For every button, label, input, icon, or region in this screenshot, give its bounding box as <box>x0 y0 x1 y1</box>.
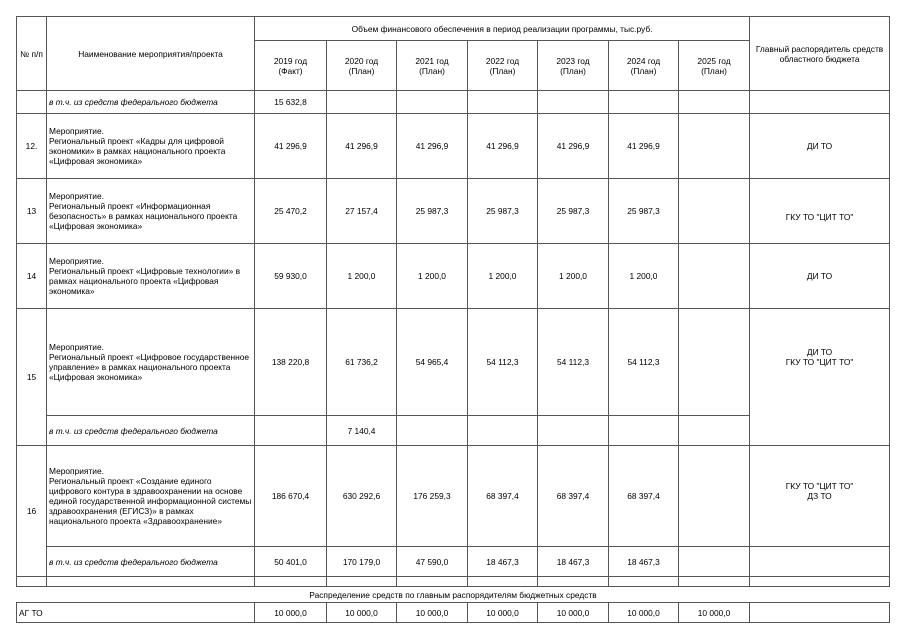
cell-empty <box>17 91 47 114</box>
value-cell <box>327 91 397 114</box>
value-cell: 41 296,9 <box>255 114 327 179</box>
fed-label: в т.ч. из средств федерального бюджета <box>47 91 255 114</box>
manager-cell: ДИ ТО ГКУ ТО "ЦИТ ТО" <box>750 309 890 446</box>
row-number: 12. <box>17 114 47 179</box>
value-cell: 41 296,9 <box>538 114 609 179</box>
row-name: Мероприятие. Региональный проект «Цифровое государственное управление» в рамках национального проекта «Цифровая экономика» <box>47 309 255 416</box>
manager-cell: ГКУ ТО "ЦИТ ТО" <box>750 179 890 244</box>
value-cell: 186 670,4 <box>255 446 327 547</box>
value-cell <box>679 179 750 244</box>
value-cell: 54 112,3 <box>468 309 538 416</box>
table-row-agto <box>17 603 890 623</box>
fed-label: в т.ч. из средств федерального бюджета <box>47 416 255 446</box>
header-year: 2023 год (План) <box>538 41 609 91</box>
header-num: № п/п <box>17 17 47 91</box>
value-cell: 61 736,2 <box>327 309 397 416</box>
header-year: 2024 год (План) <box>609 41 679 91</box>
value-cell <box>397 416 468 446</box>
value-cell: 138 220,8 <box>255 309 327 416</box>
value-cell: 68 397,4 <box>538 446 609 547</box>
row-number: 15 <box>17 309 47 446</box>
agto-label: АГ ТО <box>17 603 255 623</box>
row-name: Мероприятие. Региональный проект «Создание единого цифрового контура в здравоохранении на основе единой государственной информационной системы здравоохранения (ЕГИСЗ)» в рамках национального проекта «Здравоохранение» <box>47 446 255 547</box>
value-cell: 41 296,9 <box>468 114 538 179</box>
value-cell: 27 157,4 <box>327 179 397 244</box>
value-cell: 10 000,0 <box>397 603 468 623</box>
value-cell: 59 930,0 <box>255 244 327 309</box>
row-name: Мероприятие. Региональный проект «Кадры для цифровой экономики» в рамках национального проекта «Цифровая экономика» <box>47 114 255 179</box>
value-cell: 10 000,0 <box>327 603 397 623</box>
header-year: 2019 год (Факт) <box>255 41 327 91</box>
value-cell: 68 397,4 <box>609 446 679 547</box>
budget-table <box>16 16 890 623</box>
manager-cell <box>750 91 890 114</box>
value-cell: 41 296,9 <box>609 114 679 179</box>
fed-label: в т.ч. из средств федерального бюджета <box>47 547 255 577</box>
value-cell: 47 590,0 <box>397 547 468 577</box>
header-finance: Объем финансового обеспечения в период реализации программы, тыс.руб. <box>255 17 750 41</box>
value-cell: 41 296,9 <box>397 114 468 179</box>
value-cell: 1 200,0 <box>538 244 609 309</box>
value-cell <box>679 114 750 179</box>
row-number: 14 <box>17 244 47 309</box>
value-cell: 1 200,0 <box>468 244 538 309</box>
table-row-empty <box>17 577 890 587</box>
distribution-title-row <box>17 587 890 603</box>
value-cell: 18 467,3 <box>468 547 538 577</box>
distribution-title: Распределение средств по главным распорядителям бюджетных средств <box>17 587 890 603</box>
value-cell: 25 987,3 <box>538 179 609 244</box>
value-cell: 10 000,0 <box>468 603 538 623</box>
value-cell: 1 200,0 <box>609 244 679 309</box>
manager-cell: ДИ ТО <box>750 114 890 179</box>
row-number: 13 <box>17 179 47 244</box>
value-cell: 68 397,4 <box>468 446 538 547</box>
value-cell <box>255 416 327 446</box>
value-cell: 10 000,0 <box>609 603 679 623</box>
value-cell: 41 296,9 <box>327 114 397 179</box>
value-cell <box>468 416 538 446</box>
value-cell: 54 112,3 <box>609 309 679 416</box>
value-cell: 25 987,3 <box>397 179 468 244</box>
value-cell: 50 401,0 <box>255 547 327 577</box>
value-cell: 54 112,3 <box>538 309 609 416</box>
value-cell <box>679 244 750 309</box>
value-cell: 10 000,0 <box>538 603 609 623</box>
table-row-16-fed <box>17 547 890 577</box>
value-cell <box>679 446 750 547</box>
value-cell: 7 140,4 <box>327 416 397 446</box>
header-name: Наименование мероприятия/проекта <box>47 17 255 91</box>
manager-cell <box>750 603 890 623</box>
table-row-13 <box>17 179 890 244</box>
value-cell: 15 632,8 <box>255 91 327 114</box>
value-cell: 1 200,0 <box>397 244 468 309</box>
value-cell <box>679 416 750 446</box>
value-cell: 630 292,6 <box>327 446 397 547</box>
manager-cell <box>750 547 890 577</box>
value-cell: 10 000,0 <box>679 603 750 623</box>
value-cell <box>609 91 679 114</box>
header-year: 2025 год (План) <box>679 41 750 91</box>
table-row-14 <box>17 244 890 309</box>
value-cell <box>468 91 538 114</box>
value-cell: 25 987,3 <box>468 179 538 244</box>
value-cell <box>538 91 609 114</box>
value-cell <box>538 416 609 446</box>
value-cell: 25 987,3 <box>609 179 679 244</box>
value-cell: 54 965,4 <box>397 309 468 416</box>
value-cell <box>609 416 679 446</box>
row-number: 16 <box>17 446 47 577</box>
row-name: Мероприятие. Региональный проект «Цифровые технологии» в рамках национального проекта «Цифровая экономика» <box>47 244 255 309</box>
manager-cell: ДИ ТО <box>750 244 890 309</box>
header-manager: Главный распорядитель средств областного бюджета <box>750 17 890 91</box>
table-row-15 <box>17 309 890 416</box>
table-row-16 <box>17 446 890 547</box>
value-cell: 18 467,3 <box>538 547 609 577</box>
value-cell: 10 000,0 <box>255 603 327 623</box>
value-cell <box>679 547 750 577</box>
value-cell <box>679 91 750 114</box>
value-cell <box>679 309 750 416</box>
value-cell <box>397 91 468 114</box>
value-cell: 170 179,0 <box>327 547 397 577</box>
row-name: Мероприятие. Региональный проект «Информационная безопасность» в рамках национального проекта «Цифровая экономика» <box>47 179 255 244</box>
value-cell: 1 200,0 <box>327 244 397 309</box>
header-year: 2022 год (План) <box>468 41 538 91</box>
value-cell: 25 470,2 <box>255 179 327 244</box>
header-row-top <box>17 17 890 41</box>
manager-cell: ГКУ ТО "ЦИТ ТО" ДЗ ТО <box>750 446 890 547</box>
value-cell: 176 259,3 <box>397 446 468 547</box>
table-row-12 <box>17 114 890 179</box>
header-year: 2020 год (План) <box>327 41 397 91</box>
table-row-fed-top <box>17 91 890 114</box>
header-year: 2021 год (План) <box>397 41 468 91</box>
value-cell: 18 467,3 <box>609 547 679 577</box>
